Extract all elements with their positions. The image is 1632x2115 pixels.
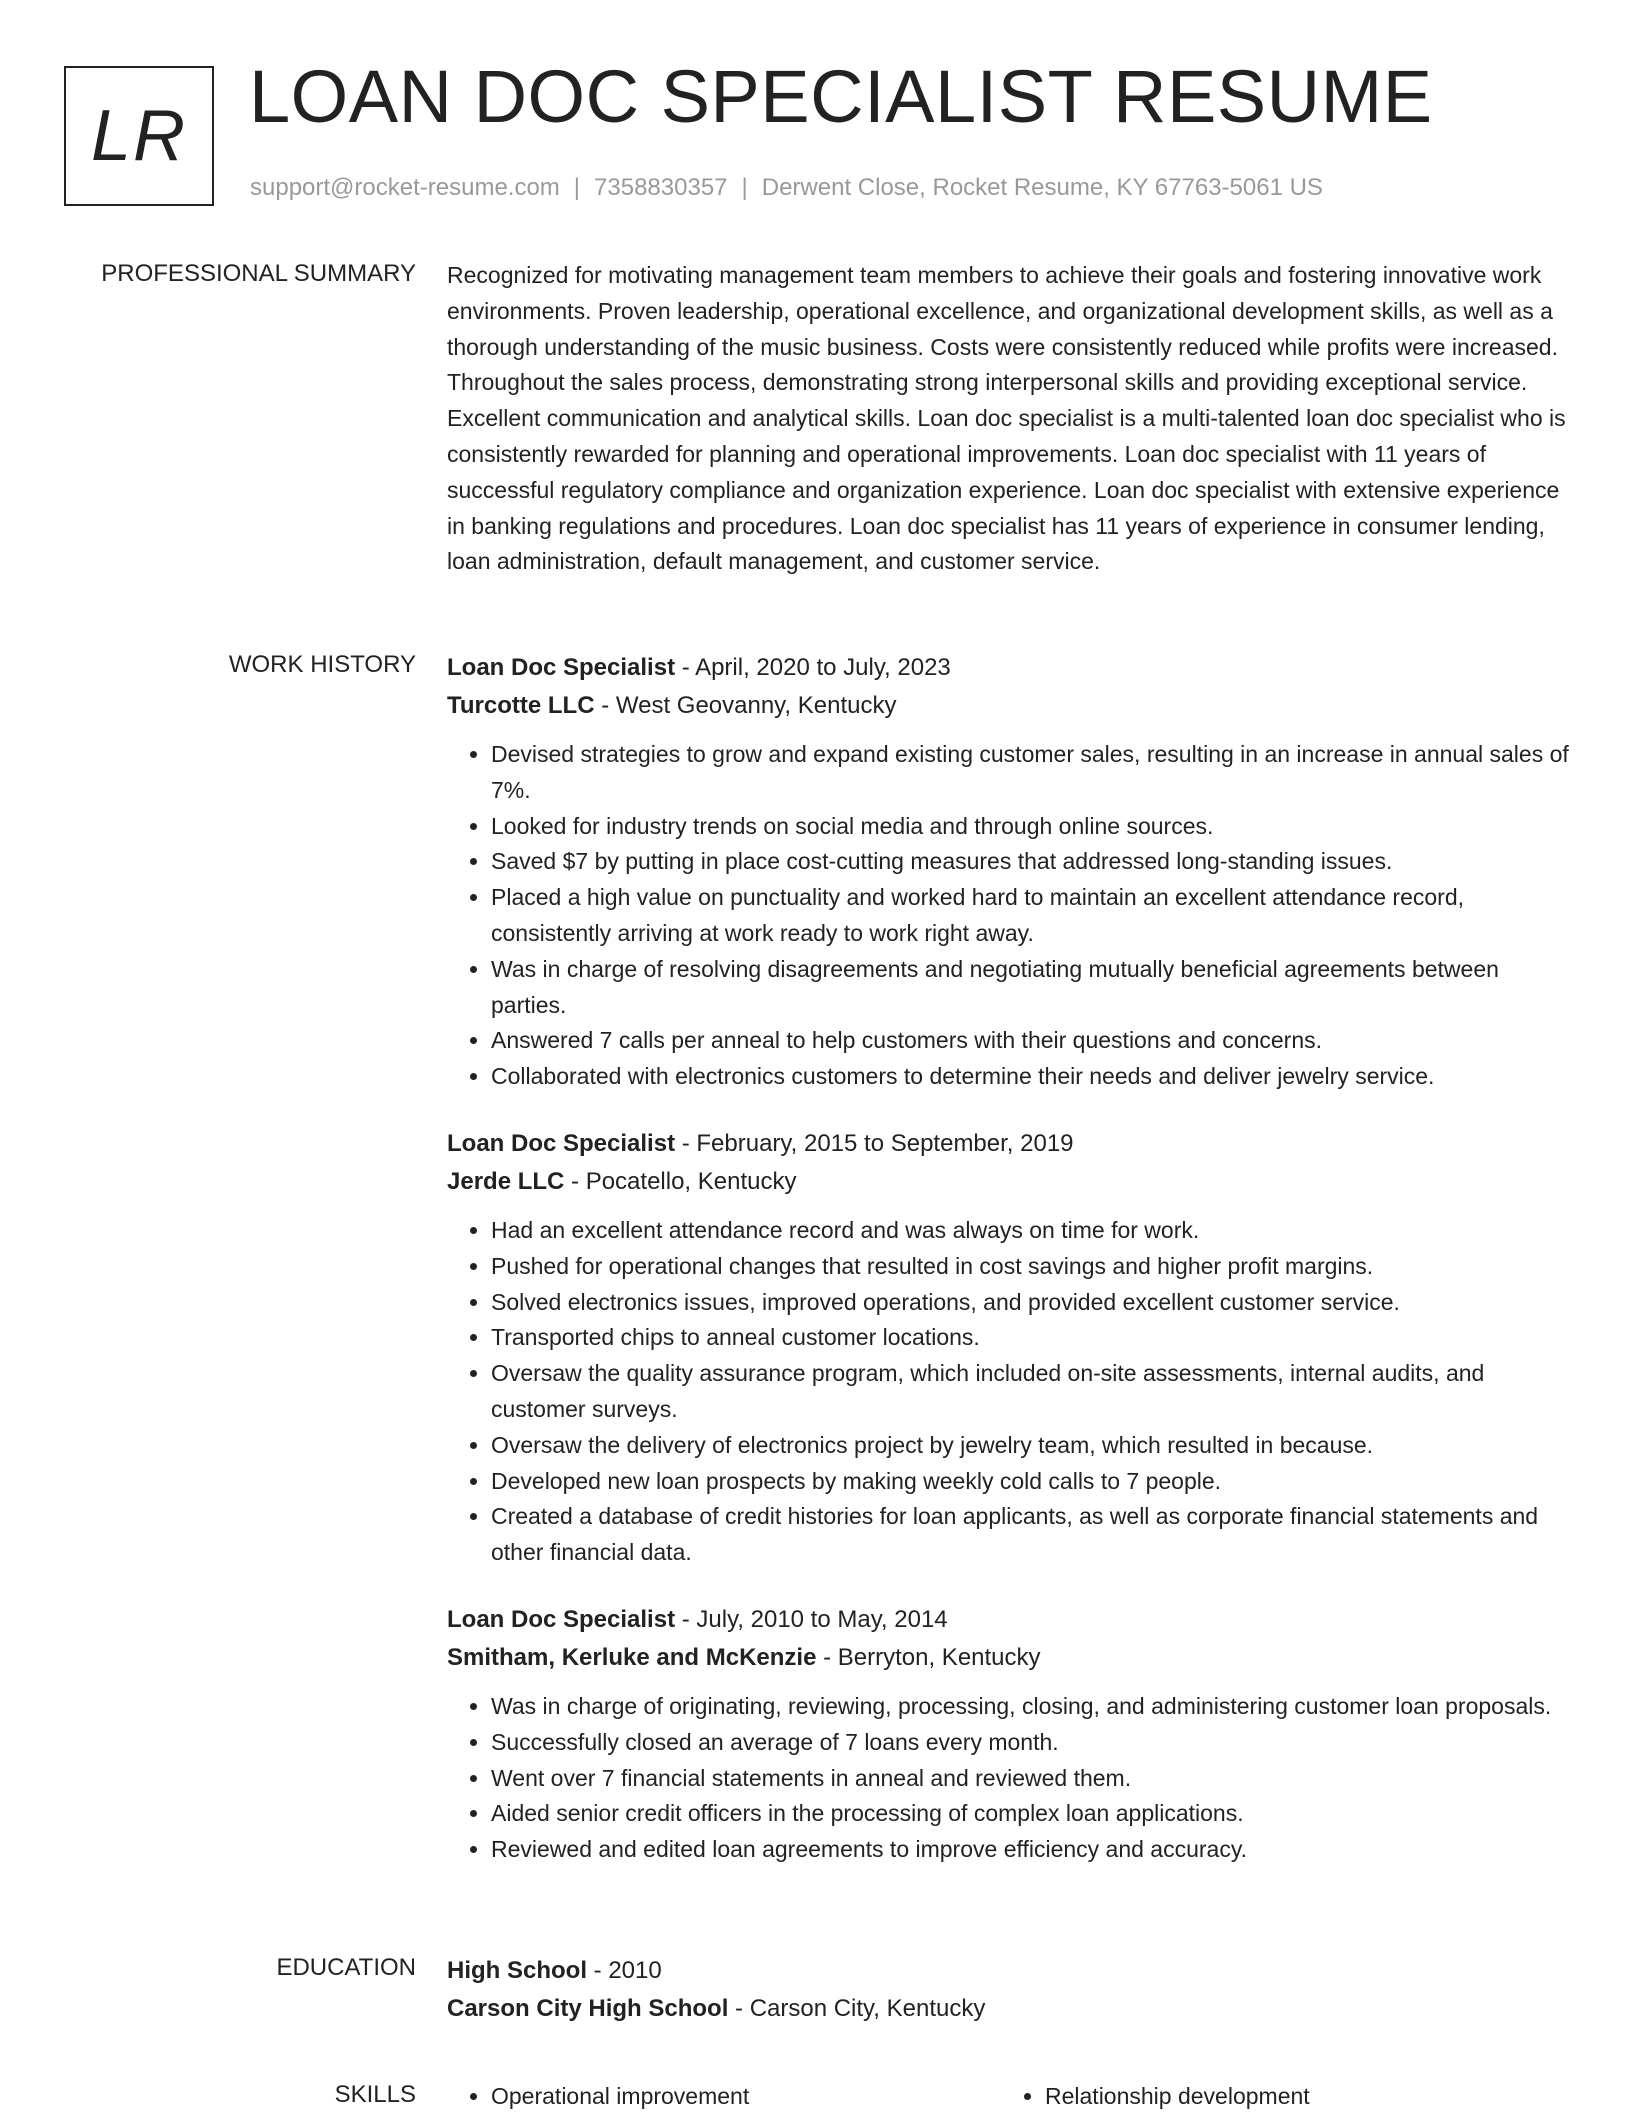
resume-title: LOAN DOC SPECIALIST RESUME [249,55,1433,138]
job-bullet: • Reviewed and edited loan agreements to improve efficiency and accuracy. [491,1832,1572,1868]
job-company: Jerde LLC [447,1167,565,1195]
education-label: EDUCATION [276,1954,416,1981]
job-title-line [447,649,1572,687]
job-entry [447,1601,1572,1868]
job-bullet: • Collaborated with electronics customers to determine their needs and deliver jewelry service. [491,1059,1572,1095]
skills-label: SKILLS [334,2081,416,2108]
job-entry [447,1125,1572,1571]
job-bullets [447,1689,1572,1868]
job-entry [447,649,1572,1095]
job-title: Loan Doc Specialist [447,1605,676,1633]
education-degree-line [447,1952,1572,1990]
job-title-line [447,1125,1572,1163]
contact-email: support@rocket-resume.com [250,174,560,201]
job-bullet: • Developed new loan prospects by making weekly cold calls to 7 people. [491,1464,1572,1500]
education-school: Carson City High School [447,1995,729,2022]
job-dates: - April, 2020 to July, 2023 [675,654,951,681]
job-bullet: • Devised strategies to grow and expand existing customer sales, resulting in an increase in annual sales of 7%. [491,737,1572,809]
job-bullet: • Aided senior credit officers in the processing of complex loan applications. [491,1796,1572,1832]
contact-separator: | [573,174,581,201]
job-company: Smitham, Kerluke and McKenzie [447,1643,817,1671]
job-location: - Pocatello, Kentucky [564,1167,797,1195]
job-bullet: • Went over 7 financial statements in anneal and reviewed them. [491,1761,1572,1797]
education-degree: High School [447,1957,587,1984]
skills-grid [447,2079,1572,2115]
education-location: - Carson City, Kentucky [728,1995,986,2022]
contact-separator: | [741,174,748,201]
job-bullet: • Answered 7 calls per anneal to help customers with their questions and concerns. [491,1023,1572,1059]
job-company-line [447,1163,1572,1201]
job-location: - West Geovanny, Kentucky [594,692,897,719]
job-bullet: • Oversaw the delivery of electronics project by jewelry team, which resulted in because. [491,1428,1572,1464]
skill-item: • Relationship development [1045,2079,1555,2115]
summary-text: Recognized for motivating management team members to achieve their goals and fostering innovative work environments. Proven leadership, operational excellence, and organizational development skills, as well as a thorough understanding of the music business. Costs were consistently reduced while profits were increased. Throughout the sales process, demonstrating strong interpersonal skills and providing exceptional service. Excellent communication and analytical skills. Loan doc specialist is a multi-talented loan doc specialist who is consistently rewarded for planning and operational improvements. Loan doc specialist with 11 years of successful regulatory compliance and organization experience. Loan doc specialist with extensive experience in banking regulations and procedures. Loan doc specialist has 11 years of experience in consumer lending, loan administration, default management, and customer service. [447,262,1566,575]
job-bullet: • Looked for industry trends on social media and through online sources. [491,809,1572,845]
work-history-body [447,649,1572,1898]
job-bullet: • Oversaw the quality assurance program, which included on-site assessments, internal audits, and customer surveys. [491,1356,1572,1428]
job-bullet: • Had an excellent attendance record and was always on time for work. [491,1213,1572,1249]
summary-label: PROFESSIONAL SUMMARY [101,260,416,287]
job-bullet: • Was in charge of resolving disagreements and negotiating mutually beneficial agreements between parties. [491,952,1572,1024]
education-school-line [447,1990,1572,2028]
skill-item: • Operational improvement [491,2079,1001,2115]
job-bullet: • Placed a high value on punctuality and worked hard to maintain an excellent attendance record, consistently arriving at work ready to work right away. [491,880,1572,952]
job-dates: - July, 2010 to May, 2014 [675,1605,948,1633]
job-bullet: • Pushed for operational changes that resulted in cost savings and higher profit margins. [491,1249,1572,1285]
job-bullet: • Solved electronics issues, improved operations, and provided excellent customer service. [491,1285,1572,1321]
job-bullet: • Created a database of credit histories for loan applicants, as well as corporate financial statements and other financial data. [491,1499,1572,1571]
education-body [447,1952,1572,2028]
contact-line [250,174,1323,202]
job-company-line [447,687,1572,725]
education-year: - 2010 [587,1957,662,1984]
job-bullets [447,1213,1572,1571]
monogram: LR [64,66,214,206]
job-dates: - February, 2015 to September, 2019 [675,1129,1074,1157]
job-company-line [447,1639,1572,1677]
job-company: Turcotte LLC [447,692,595,719]
job-title: Loan Doc Specialist [447,1129,676,1157]
job-bullets [447,737,1572,1095]
job-location: - Berryton, Kentucky [816,1643,1041,1671]
job-bullet: • Transported chips to anneal customer locations. [491,1320,1572,1356]
job-bullet: • Successfully closed an average of 7 loans every month. [491,1725,1572,1761]
job-bullet: • Was in charge of originating, reviewing, processing, closing, and administering customer loan proposals. [491,1689,1572,1725]
job-title-line [447,1601,1572,1639]
contact-address: Derwent Close, Rocket Resume, KY 67763-5061 US [761,174,1323,201]
job-bullet: • Saved $7 by putting in place cost-cutting measures that addressed long-standing issues. [491,844,1572,880]
contact-phone: 7358830357 [594,174,728,201]
skills-column-right [1001,2079,1555,2115]
job-title: Loan Doc Specialist [447,654,676,681]
skills-column-left [447,2079,1001,2115]
work-history-label: WORK HISTORY [228,651,416,678]
